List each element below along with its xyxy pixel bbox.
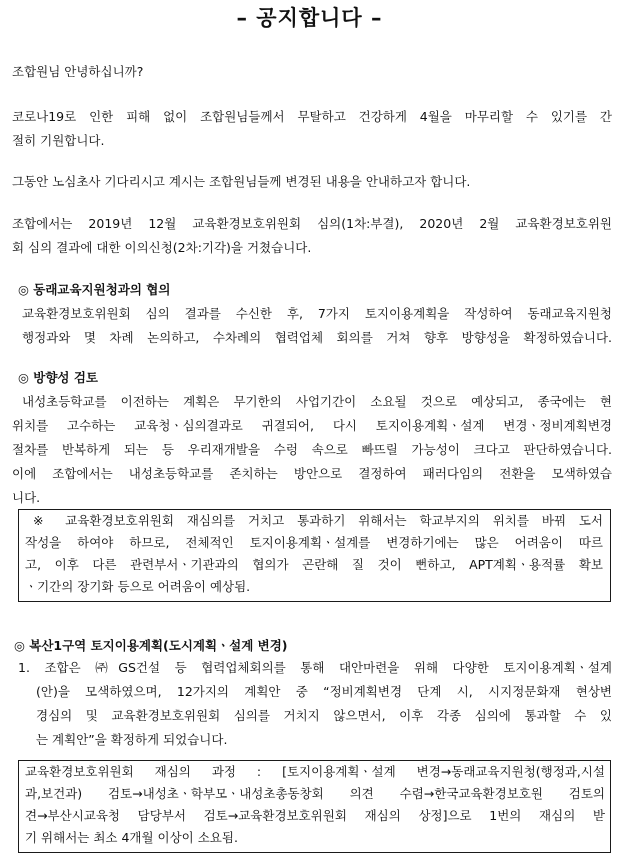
section1-line2: 행정과와 몇 차례 논의하고, 수차례의 협력업체 회의를 거쳐 향후 방향성을 확정하였습니다. bbox=[22, 330, 612, 345]
note-box-2 bbox=[18, 760, 611, 853]
para1-line1: 코로나19로 인한 피해 없이 조합원님들께서 무탈하고 건강하게 4월을 마무리할 수 있기를 간 bbox=[12, 109, 612, 124]
para3-line2: 회 심의 결과에 대한 이의신청(2차:기각)을 거쳤습니다. bbox=[12, 240, 312, 255]
section2-line1: 내성초등학교를 이전하는 계획은 무기한의 사업기간이 소요될 것으로 예상되고, 종국에는 현 bbox=[22, 394, 612, 409]
section3-item1-line3: 경심의 및 교육환경보호위원회 심의를 거치지 않으면서, 이후 각종 심의에 통과할 수 있 bbox=[36, 708, 612, 723]
note2-line3: 견→부산시교육청 담당부서 검토→교육환경보호위원회 재심의 상정]으로 1번의 재심의 받 bbox=[25, 808, 605, 823]
note-box-1 bbox=[18, 509, 611, 602]
section2-line3: 절차를 반복하게 되는 등 우리재개발을 수렁 속으로 빠뜨릴 가능성이 크다고 판단하였습니다. bbox=[12, 442, 612, 457]
note2-line2: 과,보건과) 검토→내성초ㆍ학부모ㆍ내성초총동창회 의견 수렴→한국교육환경보호원 검토의 bbox=[25, 786, 605, 801]
note1-line1: ※ 교육환경보호위원회 재심의를 거치고 통과하기 위해서는 학교부지의 위치를 바꿔 도서 bbox=[33, 513, 603, 528]
note1-line3: 고, 이후 다른 관련부서ㆍ기관과의 협의가 곤란해 질 것이 뻔하고, APT계획ㆍ용적률 확보 bbox=[25, 557, 603, 572]
section3-item1-line4: 는 계획안”을 확정하게 되었습니다. bbox=[36, 732, 228, 747]
greeting: 조합원님 안녕하십니까? bbox=[12, 64, 144, 79]
section1-heading: ◎ 동래교육지원청과의 협의 bbox=[18, 282, 171, 297]
section2-line2: 위치를 고수하는 교육청ㆍ심의결과로 귀결되어, 다시 토지이용계획ㆍ설계 변경ㆍ정비계획변경 bbox=[12, 418, 612, 433]
note1-line4: ㆍ기간의 장기화 등으로 어려움이 예상됨. bbox=[25, 579, 251, 594]
section1-line1: 교육환경보호위원회 심의 결과를 수신한 후, 7가지 토지이용계획을 작성하여 동래교육지원청 bbox=[22, 306, 612, 321]
section3-item1-line1: 1. 조합은 ㈜GS건설 등 협력업체회의를 통해 대안마련을 위해 다양한 토지이용계획ㆍ설계 bbox=[18, 660, 612, 675]
section2-heading: ◎ 방향성 검토 bbox=[18, 370, 98, 385]
section3-item1-line2: (안)을 모색하였으며, 12가지의 계획안 중 “정비계획변경 단계 시, 시지정문화재 현상변 bbox=[36, 684, 612, 699]
section2-line5: 니다. bbox=[12, 490, 41, 505]
section3-heading: ◎ 복산1구역 토지이용계획(도시계획ㆍ설계 변경) bbox=[14, 638, 288, 653]
para2: 그동안 노심초사 기다리시고 계시는 조합원님들께 변경된 내용을 안내하고자 합니다. bbox=[12, 174, 471, 189]
note1-line2: 작성을 하여야 하므로, 전체적인 토지이용계획ㆍ설계를 변경하기에는 많은 어려움이 따르 bbox=[25, 535, 603, 550]
section2-line4: 이에 조합에서는 내성초등학교를 존치하는 방안으로 결정하여 패러다임의 전환을 모색하였습 bbox=[12, 466, 612, 481]
note2-line1: 교육환경보호위원회 재심의 과정 : [토지이용계획ㆍ설계 변경→동래교육지원청(행정과,시설 bbox=[25, 764, 605, 779]
para3-line1: 조합에서는 2019년 12월 교육환경보호위원회 심의(1차:부결), 2020년 2월 교육환경보호위원 bbox=[12, 216, 612, 231]
document-title: – 공지합니다 – bbox=[236, 6, 383, 30]
para1-line2: 절히 기원합니다. bbox=[12, 133, 105, 148]
note2-line4: 기 위해서는 최소 4개월 이상이 소요됨. bbox=[25, 830, 238, 845]
